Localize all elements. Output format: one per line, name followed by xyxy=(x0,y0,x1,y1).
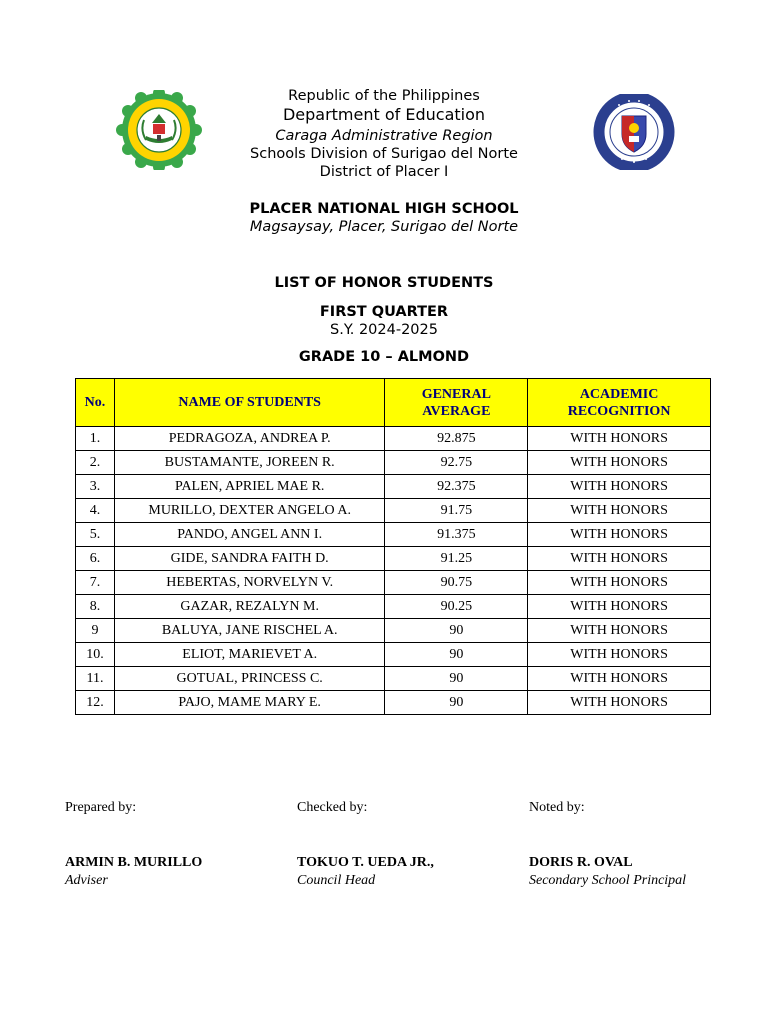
row-average: 90.25 xyxy=(385,595,528,619)
row-average: 92.75 xyxy=(385,451,528,475)
row-recognition: WITH HONORS xyxy=(528,643,711,667)
row-name: ELIOT, MARIEVET A. xyxy=(114,643,384,667)
header-recognition xyxy=(528,379,711,427)
table-row xyxy=(76,619,711,643)
row-recognition: WITH HONORS xyxy=(528,547,711,571)
table-row xyxy=(76,667,711,691)
row-average: 90 xyxy=(385,667,528,691)
school-name: PLACER NATIONAL HIGH SCHOOL xyxy=(249,201,519,217)
row-average: 91.25 xyxy=(385,547,528,571)
table-row xyxy=(76,547,711,571)
row-name: MURILLO, DEXTER ANGELO A. xyxy=(114,499,384,523)
honor-students-table xyxy=(75,378,711,715)
row-no: 12. xyxy=(76,691,115,715)
header-average xyxy=(385,379,528,427)
department-line: Department of Education xyxy=(282,105,486,124)
row-average: 92.875 xyxy=(385,427,528,451)
school-address: Magsaysay, Placer, Surigao del Norte xyxy=(249,219,519,235)
table-row xyxy=(76,451,711,475)
table-row xyxy=(76,475,711,499)
header-recognition-line1: ACADEMIC xyxy=(579,386,659,402)
quarter-title: FIRST QUARTER xyxy=(319,304,449,320)
row-recognition: WITH HONORS xyxy=(528,427,711,451)
row-name: HEBERTAS, NORVELYN V. xyxy=(114,571,384,595)
row-average: 91.75 xyxy=(385,499,528,523)
noted-by-name: DORIS R. OVAL xyxy=(529,855,633,870)
checked-by-position: Council Head xyxy=(297,873,376,888)
header-recognition-line2: RECOGNITION xyxy=(567,403,671,419)
checked-by-name: TOKUO T. UEDA JR., xyxy=(297,855,434,870)
row-recognition: WITH HONORS xyxy=(528,499,711,523)
row-name: GIDE, SANDRA FAITH D. xyxy=(114,547,384,571)
row-recognition: WITH HONORS xyxy=(528,451,711,475)
prepared-by-name: ARMIN B. MURILLO xyxy=(65,855,203,870)
header-average-line1: GENERAL xyxy=(421,386,491,402)
row-no: 10. xyxy=(76,643,115,667)
header-name: NAME OF STUDENTS xyxy=(114,379,384,427)
table-row xyxy=(76,595,711,619)
row-no: 3. xyxy=(76,475,115,499)
row-name: BUSTAMANTE, JOREEN R. xyxy=(114,451,384,475)
noted-by-label: Noted by: xyxy=(529,800,585,815)
table-row xyxy=(76,499,711,523)
row-no: 9 xyxy=(76,619,115,643)
row-name: GOTUAL, PRINCESS C. xyxy=(114,667,384,691)
row-no: 5. xyxy=(76,523,115,547)
row-name: PANDO, ANGEL ANN I. xyxy=(114,523,384,547)
noted-by-position: Secondary School Principal xyxy=(529,873,687,888)
prepared-by-label: Prepared by: xyxy=(65,800,137,815)
row-average: 90 xyxy=(385,619,528,643)
row-no: 2. xyxy=(76,451,115,475)
table-row xyxy=(76,427,711,451)
table-row xyxy=(76,571,711,595)
republic-line: Republic of the Philippines xyxy=(288,88,480,104)
row-average: 90 xyxy=(385,643,528,667)
header-no: No. xyxy=(76,379,115,427)
row-recognition: WITH HONORS xyxy=(528,571,711,595)
table-row xyxy=(76,523,711,547)
row-average: 90 xyxy=(385,691,528,715)
header-average-line2: AVERAGE xyxy=(422,403,491,419)
row-no: 6. xyxy=(76,547,115,571)
prepared-by-position: Adviser xyxy=(65,873,108,888)
list-title: LIST OF HONOR STUDENTS xyxy=(274,275,494,291)
row-name: GAZAR, REZALYN M. xyxy=(114,595,384,619)
row-average: 92.375 xyxy=(385,475,528,499)
row-no: 8. xyxy=(76,595,115,619)
section-title: GRADE 10 – ALMOND xyxy=(298,349,470,365)
row-no: 11. xyxy=(76,667,115,691)
district-line: District of Placer I xyxy=(319,164,449,180)
row-recognition: WITH HONORS xyxy=(528,523,711,547)
row-no: 4. xyxy=(76,499,115,523)
row-recognition: WITH HONORS xyxy=(528,595,711,619)
row-average: 91.375 xyxy=(385,523,528,547)
row-recognition: WITH HONORS xyxy=(528,691,711,715)
region-line: Caraga Administrative Region xyxy=(275,128,493,144)
row-recognition: WITH HONORS xyxy=(528,667,711,691)
row-recognition: WITH HONORS xyxy=(528,619,711,643)
row-no: 7. xyxy=(76,571,115,595)
table-header-row xyxy=(76,379,711,427)
table-row xyxy=(76,691,711,715)
division-line: Schools Division of Surigao del Norte xyxy=(250,146,518,162)
row-name: BALUYA, JANE RISCHEL A. xyxy=(114,619,384,643)
row-recognition: WITH HONORS xyxy=(528,475,711,499)
row-name: PEDRAGOZA, ANDREA P. xyxy=(114,427,384,451)
row-average: 90.75 xyxy=(385,571,528,595)
row-name: PAJO, MAME MARY E. xyxy=(114,691,384,715)
table-row xyxy=(76,643,711,667)
checked-by-label: Checked by: xyxy=(297,800,368,815)
row-name: PALEN, APRIEL MAE R. xyxy=(114,475,384,499)
school-year: S.Y. 2024-2025 xyxy=(330,322,438,338)
row-no: 1. xyxy=(76,427,115,451)
